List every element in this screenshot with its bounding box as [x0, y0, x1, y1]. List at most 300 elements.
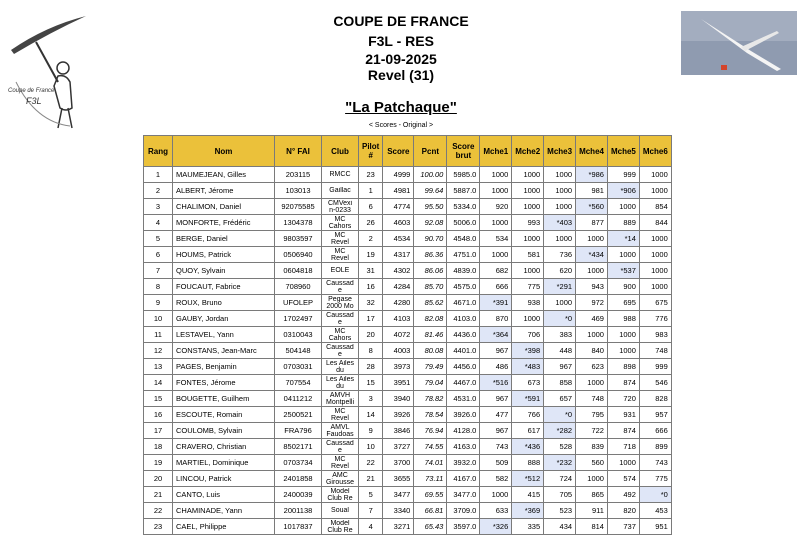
- cell-mche5: 574: [607, 471, 639, 487]
- col-mche2: Mche2: [512, 136, 544, 167]
- cell-mche5: 999: [607, 167, 639, 183]
- cell-pilot: 22: [359, 455, 383, 471]
- cell-brut: 5334.0: [447, 199, 480, 215]
- table-row: [144, 215, 672, 231]
- cell-brut: 3926.0: [447, 407, 480, 423]
- cell-mche1: *326: [480, 519, 512, 535]
- cell-pilot: 3: [359, 391, 383, 407]
- cell-club: [322, 183, 359, 199]
- cell-pilot: 20: [359, 327, 383, 343]
- cell-pcnt: 92.08: [414, 215, 447, 231]
- cell-pcnt: 78.82: [414, 391, 447, 407]
- cell-mche6: 748: [639, 343, 671, 359]
- page-title: COUPE DE FRANCE: [333, 13, 469, 29]
- cell-pilot: 7: [359, 503, 383, 519]
- cell-mche4: *986: [576, 167, 608, 183]
- cell-club: [322, 423, 359, 439]
- club-text: Model Club Re: [327, 519, 353, 534]
- table-row: [144, 231, 672, 247]
- cell-mche3: 736: [544, 247, 576, 263]
- cell-mche3: *0: [544, 311, 576, 327]
- cell-mche4: 972: [576, 295, 608, 311]
- cell-brut: 4575.0: [447, 279, 480, 295]
- cell-mche3: 620: [544, 263, 576, 279]
- cell-pilot: 15: [359, 375, 383, 391]
- cell-pilot: 23: [359, 167, 383, 183]
- cell-pilot: 4: [359, 519, 383, 535]
- table-row: [144, 359, 672, 375]
- table-row: [144, 391, 672, 407]
- table-row: [144, 295, 672, 311]
- table-row: [144, 263, 672, 279]
- cell-brut: 3932.0: [447, 455, 480, 471]
- cell-rang: 2: [144, 183, 173, 199]
- logo-text-top: Coupe de France: [8, 88, 55, 94]
- club-text: RMCC: [329, 171, 351, 178]
- cell-pilot: 1: [359, 183, 383, 199]
- cell-mche4: 981: [576, 183, 608, 199]
- cell-mche6: 1000: [639, 167, 671, 183]
- cell-mche2: 1000: [512, 183, 544, 199]
- cell-pcnt: 78.54: [414, 407, 447, 423]
- cell-club: [322, 279, 359, 295]
- col-mche5: Mche5: [607, 136, 639, 167]
- cell-mche3: 1000: [544, 199, 576, 215]
- cell-mche5: 1000: [607, 247, 639, 263]
- cell-rang: 15: [144, 391, 173, 407]
- cell-fai: 9803597: [275, 231, 322, 247]
- cell-score: 4072: [383, 327, 414, 343]
- cell-pcnt: 74.55: [414, 439, 447, 455]
- glider-photo: [681, 11, 797, 75]
- cell-pilot: 17: [359, 311, 383, 327]
- table-row: [144, 279, 672, 295]
- cell-pcnt: 99.64: [414, 183, 447, 199]
- table-row: [144, 407, 672, 423]
- cell-mche2: 673: [512, 375, 544, 391]
- cell-pcnt: 65.43: [414, 519, 447, 535]
- club-text: MC Cahors: [328, 327, 352, 342]
- cell-mche4: 865: [576, 487, 608, 503]
- results-table: [143, 135, 672, 535]
- cell-brut: 4163.0: [447, 439, 480, 455]
- cell-mche2: 335: [512, 519, 544, 535]
- club-text: Pegase 2000 Mo: [326, 295, 354, 310]
- cell-mche6: 675: [639, 295, 671, 311]
- cell-mche4: *434: [576, 247, 608, 263]
- cell-mche5: 874: [607, 423, 639, 439]
- cell-pcnt: 82.08: [414, 311, 447, 327]
- event-date: 21-09-2025: [365, 51, 437, 67]
- cell-score: 3951: [383, 375, 414, 391]
- cell-pcnt: 69.55: [414, 487, 447, 503]
- cell-mche1: *391: [480, 295, 512, 311]
- cell-fai: 0604818: [275, 263, 322, 279]
- cell-nom: LINCOU, Patrick: [173, 471, 275, 487]
- cell-mche3: 724: [544, 471, 576, 487]
- cell-mche3: 434: [544, 519, 576, 535]
- cell-score: 4603: [383, 215, 414, 231]
- cell-pilot: 16: [359, 279, 383, 295]
- cell-mche5: 1000: [607, 343, 639, 359]
- cell-fai: 92075585: [275, 199, 322, 215]
- cell-rang: 7: [144, 263, 173, 279]
- cell-club: [322, 375, 359, 391]
- cell-nom: LESTAVEL, Yann: [173, 327, 275, 343]
- cell-mche4: 795: [576, 407, 608, 423]
- col-mche6: Mche6: [639, 136, 671, 167]
- cell-mche2: *436: [512, 439, 544, 455]
- cell-mche1: 1000: [480, 247, 512, 263]
- cell-mche3: 657: [544, 391, 576, 407]
- cell-rang: 19: [144, 455, 173, 471]
- cell-club: [322, 503, 359, 519]
- cell-pcnt: 85.70: [414, 279, 447, 295]
- cell-brut: 4548.0: [447, 231, 480, 247]
- cell-score: 4280: [383, 295, 414, 311]
- cell-brut: 4531.0: [447, 391, 480, 407]
- cell-score: 3655: [383, 471, 414, 487]
- cell-pcnt: 79.04: [414, 375, 447, 391]
- cell-nom: CHALIMON, Daniel: [173, 199, 275, 215]
- cell-mche4: 469: [576, 311, 608, 327]
- cell-brut: 4751.0: [447, 247, 480, 263]
- cell-pilot: 2: [359, 231, 383, 247]
- cell-brut: 4401.0: [447, 343, 480, 359]
- club-text: AMC Girousse: [325, 471, 354, 486]
- cell-score: 3940: [383, 391, 414, 407]
- cell-mche6: 1000: [639, 279, 671, 295]
- table-row: [144, 439, 672, 455]
- cell-nom: CANTO, Luis: [173, 487, 275, 503]
- cell-mche6: 453: [639, 503, 671, 519]
- cell-club: [322, 359, 359, 375]
- col-rang: Rang: [144, 136, 173, 167]
- cell-mche3: 528: [544, 439, 576, 455]
- cell-brut: 3709.0: [447, 503, 480, 519]
- cell-mche5: 718: [607, 439, 639, 455]
- cell-mche5: 1000: [607, 327, 639, 343]
- cell-club: [322, 519, 359, 535]
- cell-mche4: 839: [576, 439, 608, 455]
- cell-mche1: 486: [480, 359, 512, 375]
- col-mche4: Mche4: [576, 136, 608, 167]
- cell-mche2: 706: [512, 327, 544, 343]
- cell-mche5: *537: [607, 263, 639, 279]
- table-row: [144, 167, 672, 183]
- club-text: Caussad e: [326, 439, 354, 454]
- cell-nom: PAGES, Benjamin: [173, 359, 275, 375]
- cell-rang: 5: [144, 231, 173, 247]
- cell-rang: 11: [144, 327, 173, 343]
- cell-rang: 10: [144, 311, 173, 327]
- cell-mche2: 581: [512, 247, 544, 263]
- cell-rang: 3: [144, 199, 173, 215]
- cell-nom: ALBERT, Jérome: [173, 183, 275, 199]
- cell-mche4: 877: [576, 215, 608, 231]
- cell-mche1: 967: [480, 423, 512, 439]
- cell-pilot: 31: [359, 263, 383, 279]
- cell-club: [322, 327, 359, 343]
- cell-nom: ROUX, Bruno: [173, 295, 275, 311]
- cell-mche5: 737: [607, 519, 639, 535]
- cell-pcnt: 74.01: [414, 455, 447, 471]
- col-brut: Score brut: [447, 136, 480, 167]
- cell-fai: 203115: [275, 167, 322, 183]
- cell-mche3: 705: [544, 487, 576, 503]
- cell-nom: BOUGETTE, Guilhem: [173, 391, 275, 407]
- cell-club: [322, 231, 359, 247]
- cell-mche4: 1000: [576, 375, 608, 391]
- cell-fai: 8502171: [275, 439, 322, 455]
- cell-mche1: 633: [480, 503, 512, 519]
- cell-mche3: 523: [544, 503, 576, 519]
- cell-mche1: 582: [480, 471, 512, 487]
- cell-rang: 8: [144, 279, 173, 295]
- cell-mche4: 722: [576, 423, 608, 439]
- cell-mche5: 931: [607, 407, 639, 423]
- table-header-row: [144, 136, 672, 167]
- col-mche3: Mche3: [544, 136, 576, 167]
- cell-mche2: 993: [512, 215, 544, 231]
- contest-name: "La Patchaque": [345, 99, 457, 116]
- cell-pcnt: 95.50: [414, 199, 447, 215]
- table-row: [144, 519, 672, 535]
- cell-mche1: 1000: [480, 183, 512, 199]
- cell-mche4: 1000: [576, 231, 608, 247]
- club-text: MC Revel: [331, 455, 349, 470]
- cell-nom: BERGE, Daniel: [173, 231, 275, 247]
- col-score: Score: [383, 136, 414, 167]
- cell-score: 4103: [383, 311, 414, 327]
- cell-mche3: 383: [544, 327, 576, 343]
- cell-mche1: 1000: [480, 487, 512, 503]
- cell-mche6: 1000: [639, 247, 671, 263]
- cell-mche5: 898: [607, 359, 639, 375]
- cell-brut: 4456.0: [447, 359, 480, 375]
- cell-pilot: 10: [359, 439, 383, 455]
- cell-rang: 21: [144, 487, 173, 503]
- table-row: [144, 487, 672, 503]
- cell-club: [322, 455, 359, 471]
- cell-fai: UFOLEP: [275, 295, 322, 311]
- cell-brut: 4103.0: [447, 311, 480, 327]
- cell-mche5: 988: [607, 311, 639, 327]
- cell-fai: 708960: [275, 279, 322, 295]
- cell-rang: 1: [144, 167, 173, 183]
- cell-mche1: 1000: [480, 215, 512, 231]
- cell-nom: CAEL, Philippe: [173, 519, 275, 535]
- cell-mche1: 967: [480, 343, 512, 359]
- cell-fai: 0310043: [275, 327, 322, 343]
- col-club: Club: [322, 136, 359, 167]
- cell-mche3: 858: [544, 375, 576, 391]
- cell-mche6: 899: [639, 439, 671, 455]
- club-text: Soual: [331, 507, 349, 514]
- cell-mche1: 743: [480, 439, 512, 455]
- cell-mche2: *398: [512, 343, 544, 359]
- cell-mche2: *483: [512, 359, 544, 375]
- cell-rang: 13: [144, 359, 173, 375]
- cell-pcnt: 81.46: [414, 327, 447, 343]
- cell-mche6: 776: [639, 311, 671, 327]
- cell-score: 4003: [383, 343, 414, 359]
- cell-pcnt: 90.70: [414, 231, 447, 247]
- cell-mche2: 888: [512, 455, 544, 471]
- cell-nom: COULOMB, Sylvain: [173, 423, 275, 439]
- cell-nom: MAUMEJEAN, Gilles: [173, 167, 275, 183]
- cell-nom: ESCOUTE, Romain: [173, 407, 275, 423]
- cell-pilot: 32: [359, 295, 383, 311]
- club-text: AMVH Montpelli: [325, 391, 354, 406]
- cell-rang: 6: [144, 247, 173, 263]
- cell-pcnt: 86.36: [414, 247, 447, 263]
- cell-score: 3846: [383, 423, 414, 439]
- cell-nom: FOUCAUT, Fabrice: [173, 279, 275, 295]
- cell-mche5: *906: [607, 183, 639, 199]
- cell-mche5: *14: [607, 231, 639, 247]
- cell-nom: CHAMINADE, Yann: [173, 503, 275, 519]
- f3l-logo: [6, 12, 92, 132]
- cell-score: 3727: [383, 439, 414, 455]
- club-text: MC Revel: [331, 247, 349, 262]
- cell-mche6: 854: [639, 199, 671, 215]
- cell-club: [322, 199, 359, 215]
- cell-pcnt: 73.11: [414, 471, 447, 487]
- cell-mche6: 957: [639, 407, 671, 423]
- club-text: MC Cahors: [328, 215, 352, 230]
- category-subtitle: F3L - RES: [368, 33, 434, 49]
- cell-mche1: 477: [480, 407, 512, 423]
- cell-club: [322, 247, 359, 263]
- cell-mche3: 1000: [544, 167, 576, 183]
- cell-mche2: 938: [512, 295, 544, 311]
- cell-pilot: 26: [359, 215, 383, 231]
- cell-rang: 18: [144, 439, 173, 455]
- club-text: Gaillac: [329, 187, 351, 194]
- cell-mche1: 870: [480, 311, 512, 327]
- cell-mche5: 820: [607, 503, 639, 519]
- cell-mche1: *516: [480, 375, 512, 391]
- cell-mche5: 695: [607, 295, 639, 311]
- cell-mche4: *560: [576, 199, 608, 215]
- cell-mche1: 666: [480, 279, 512, 295]
- cell-pilot: 19: [359, 247, 383, 263]
- cell-mche3: 1000: [544, 183, 576, 199]
- cell-mche3: 1000: [544, 295, 576, 311]
- cell-mche6: 1000: [639, 263, 671, 279]
- cell-mche2: 1000: [512, 263, 544, 279]
- cell-mche3: 967: [544, 359, 576, 375]
- table-row: [144, 247, 672, 263]
- cell-brut: 4671.0: [447, 295, 480, 311]
- club-text: MC Revel: [331, 231, 349, 246]
- cell-fai: 0411212: [275, 391, 322, 407]
- club-text: Caussad e: [326, 311, 354, 326]
- cell-mche6: 666: [639, 423, 671, 439]
- cell-mche3: *232: [544, 455, 576, 471]
- cell-nom: MARTIEL, Dominique: [173, 455, 275, 471]
- cell-mche1: 920: [480, 199, 512, 215]
- cell-mche2: 1000: [512, 199, 544, 215]
- cell-nom: QUOY, Sylvain: [173, 263, 275, 279]
- cell-mche1: 1000: [480, 167, 512, 183]
- cell-mche2: 1000: [512, 311, 544, 327]
- cell-rang: 20: [144, 471, 173, 487]
- cell-pcnt: 79.49: [414, 359, 447, 375]
- cell-mche2: *591: [512, 391, 544, 407]
- cell-pcnt: 100.00: [414, 167, 447, 183]
- cell-brut: 4467.0: [447, 375, 480, 391]
- cell-mche3: 1000: [544, 231, 576, 247]
- cell-fai: 1702497: [275, 311, 322, 327]
- cell-score: 3271: [383, 519, 414, 535]
- cell-mche4: 840: [576, 343, 608, 359]
- cell-fai: 2401858: [275, 471, 322, 487]
- cell-mche6: 828: [639, 391, 671, 407]
- cell-mche2: 617: [512, 423, 544, 439]
- cell-pcnt: 80.08: [414, 343, 447, 359]
- cell-brut: 3477.0: [447, 487, 480, 503]
- cell-mche4: 814: [576, 519, 608, 535]
- cell-mche6: *0: [639, 487, 671, 503]
- cell-rang: 9: [144, 295, 173, 311]
- cell-score: 4317: [383, 247, 414, 263]
- club-text: CMVexi n-0233: [327, 199, 353, 214]
- logo-text-bottom: F3L: [26, 96, 42, 106]
- scores-note: < Scores - Original >: [368, 122, 434, 129]
- cell-mche5: 492: [607, 487, 639, 503]
- cell-mche5: 1000: [607, 455, 639, 471]
- cell-mche4: 1000: [576, 327, 608, 343]
- cell-mche6: 951: [639, 519, 671, 535]
- cell-nom: CRAVERO, Christian: [173, 439, 275, 455]
- cell-rang: 23: [144, 519, 173, 535]
- cell-rang: 22: [144, 503, 173, 519]
- cell-fai: FRA796: [275, 423, 322, 439]
- club-text: Les Ailes du: [325, 375, 355, 390]
- cell-score: 3477: [383, 487, 414, 503]
- cell-mche5: 889: [607, 215, 639, 231]
- cell-pcnt: 76.94: [414, 423, 447, 439]
- cell-club: [322, 167, 359, 183]
- table-row: [144, 455, 672, 471]
- col-pilot: Pilot #: [359, 136, 383, 167]
- cell-club: [322, 343, 359, 359]
- cell-pilot: 9: [359, 423, 383, 439]
- cell-mche3: 448: [544, 343, 576, 359]
- cell-mche1: 682: [480, 263, 512, 279]
- cell-mche1: 967: [480, 391, 512, 407]
- cell-mche5: 874: [607, 375, 639, 391]
- cell-pilot: 8: [359, 343, 383, 359]
- cell-mche5: 720: [607, 391, 639, 407]
- cell-mche6: 1000: [639, 231, 671, 247]
- cell-mche6: 743: [639, 455, 671, 471]
- cell-mche4: 911: [576, 503, 608, 519]
- club-text: AMVL Faudoas: [326, 423, 354, 438]
- cell-brut: 5006.0: [447, 215, 480, 231]
- cell-fai: 1304378: [275, 215, 322, 231]
- cell-nom: GAUBY, Jordan: [173, 311, 275, 327]
- cell-mche2: *369: [512, 503, 544, 519]
- club-text: EOLE: [330, 267, 350, 274]
- cell-pilot: 14: [359, 407, 383, 423]
- cell-mche6: 1000: [639, 183, 671, 199]
- cell-club: [322, 311, 359, 327]
- cell-mche4: 748: [576, 391, 608, 407]
- table-row: [144, 311, 672, 327]
